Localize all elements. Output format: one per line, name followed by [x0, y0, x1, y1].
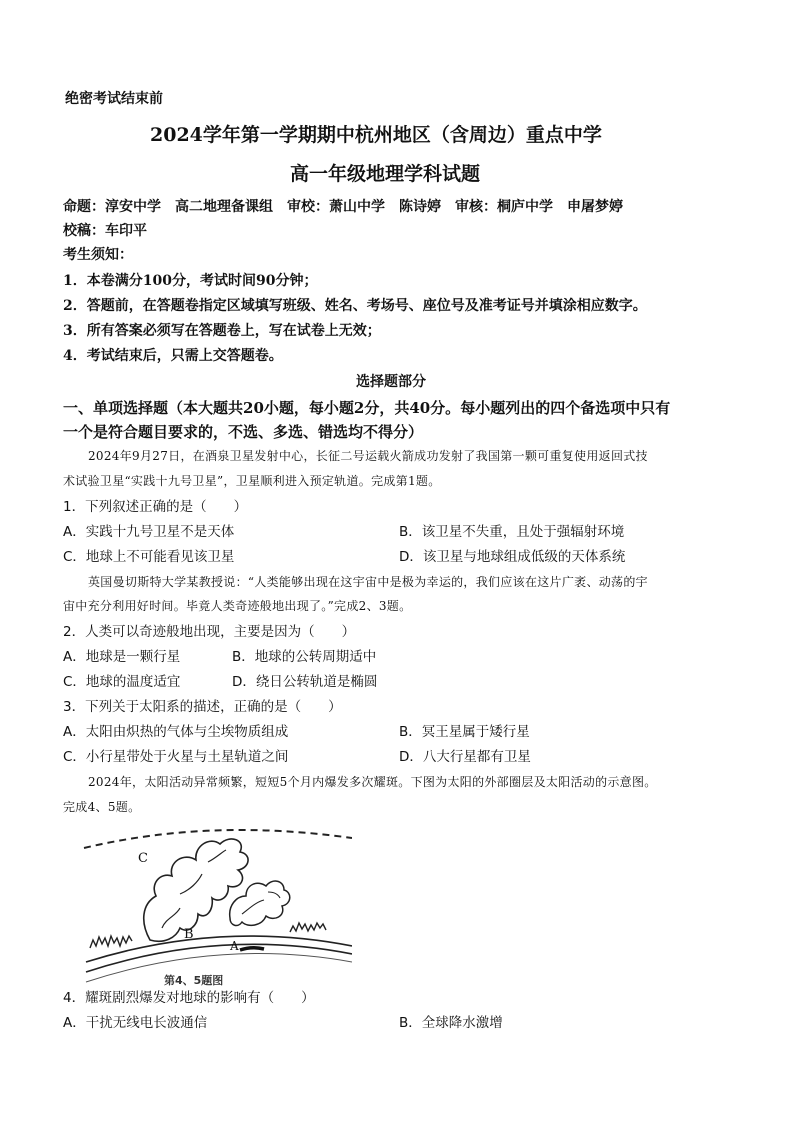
- passage-1-line-2: 术试验卫星“实践十九号卫星”，卫星顺利进入预定轨道。完成第1题。: [63, 474, 441, 488]
- question-2-option-b: B．地球的公转周期适中: [232, 649, 377, 665]
- question-1-option-c: C．地球上不可能看见该卫星: [63, 549, 235, 565]
- notice-item: 2．答题前，在答题卷指定区域填写班级、姓名、考场号、座位号及准考证号并填涂相应数字。: [63, 298, 647, 314]
- question-3-option-c: C．小行星带处于火星与土星轨道之间: [63, 749, 289, 765]
- passage-3-line-1: 2024年，太阳活动异常频繁，短短5个月内爆发多次耀斑。下图为太阳的外部圈层及太阳活动的示意图。: [88, 775, 657, 789]
- solar-prominence: [144, 839, 248, 941]
- sun-atmosphere-figure: [80, 822, 352, 987]
- part-title: 选择题部分: [356, 374, 426, 390]
- question-3-option-d: D．八大行星都有卫星: [399, 749, 531, 765]
- question-1-option-a: A．实践十九号卫星不是天体: [63, 524, 235, 540]
- passage-2-line-1: 英国曼切斯特大学某教授说：“人类能够出现在这宇宙中是极为幸运的，我们应该在这片广袤、动荡的宇: [88, 575, 648, 589]
- notice-heading: 考生须知：: [63, 247, 133, 263]
- question-4-stem: 4．耀斑剧烈爆发对地球的影响有（ ）: [63, 990, 315, 1006]
- question-2-stem: 2．人类可以奇迹般地出现，主要是因为（ ）: [63, 624, 356, 640]
- sunspot-mark: [240, 948, 264, 950]
- question-3-option-b: B．冥王星属于矮行星: [399, 724, 530, 740]
- question-2-option-a: A．地球是一颗行星: [63, 649, 181, 665]
- label-a: A: [230, 939, 239, 953]
- question-4-option-a: A．干扰无线电长波通信: [63, 1015, 208, 1031]
- question-1-stem: 1．下列叙述正确的是（ ）: [63, 499, 248, 515]
- photosphere-arc: [86, 944, 352, 972]
- exam-title: 2024学年第一学期期中杭州地区（含周边）重点中学: [150, 124, 602, 146]
- question-1-option-d: D．该卫星与地球组成低级的天体系统: [399, 549, 626, 565]
- passage-3-line-2: 完成4、5题。: [63, 800, 141, 814]
- label-c: C: [138, 851, 148, 866]
- solar-flare-loop: [230, 881, 290, 925]
- confidential-note: 绝密考试结束前: [65, 91, 163, 107]
- exam-subtitle: 高一年级地理学科试题: [290, 163, 481, 185]
- question-1-option-b: B．该卫星不失重，且处于强辐射环境: [399, 524, 625, 540]
- chromosphere-arc: [86, 936, 352, 962]
- notice-item: 4．考试结束后，只需上交答题卷。: [63, 348, 283, 364]
- notice-item: 3．所有答案必须写在答题卷上，写在试卷上无效；: [63, 323, 381, 339]
- section-heading-line-2: 一个是符合题目要求的，不选、多选、错选均不得分）: [63, 423, 424, 441]
- spicule-fringe: [90, 923, 326, 948]
- question-3-option-a: A．太阳由炽热的气体与尘埃物质组成: [63, 724, 289, 740]
- label-b: B: [184, 927, 194, 942]
- section-heading-line-1: 一、单项选择题（本大题共20小题，每小题2分，共40分。每小题列出的四个备选项中只有: [63, 399, 671, 417]
- question-2-option-d: D．绕日公转轨道是椭圆: [232, 674, 378, 690]
- notice-item: 1．本卷满分100分，考试时间90分钟；: [63, 273, 318, 289]
- question-3-stem: 3．下列关于太阳系的描述，正确的是（ ）: [63, 699, 342, 715]
- credits-line-1: 命题：淳安中学 高二地理备课组 审校：萧山中学 陈诗婷 审核：桐庐中学 申屠梦婷: [63, 199, 623, 215]
- figure-caption: 第4、5题图: [164, 974, 224, 987]
- credits-line-2: 校稿：车印平: [63, 223, 147, 239]
- passage-2-line-2: 宙中充分利用好时间。毕竟人类奇迹般地出现了。”完成2、3题。: [63, 599, 412, 613]
- passage-1-line-1: 2024年9月27日，在酒泉卫星发射中心，长征二号运载火箭成功发射了我国第一颗可重复使用返回式技: [88, 449, 648, 463]
- question-4-option-b: B．全球降水激增: [399, 1015, 503, 1031]
- question-2-option-c: C．地球的温度适宜: [63, 674, 181, 690]
